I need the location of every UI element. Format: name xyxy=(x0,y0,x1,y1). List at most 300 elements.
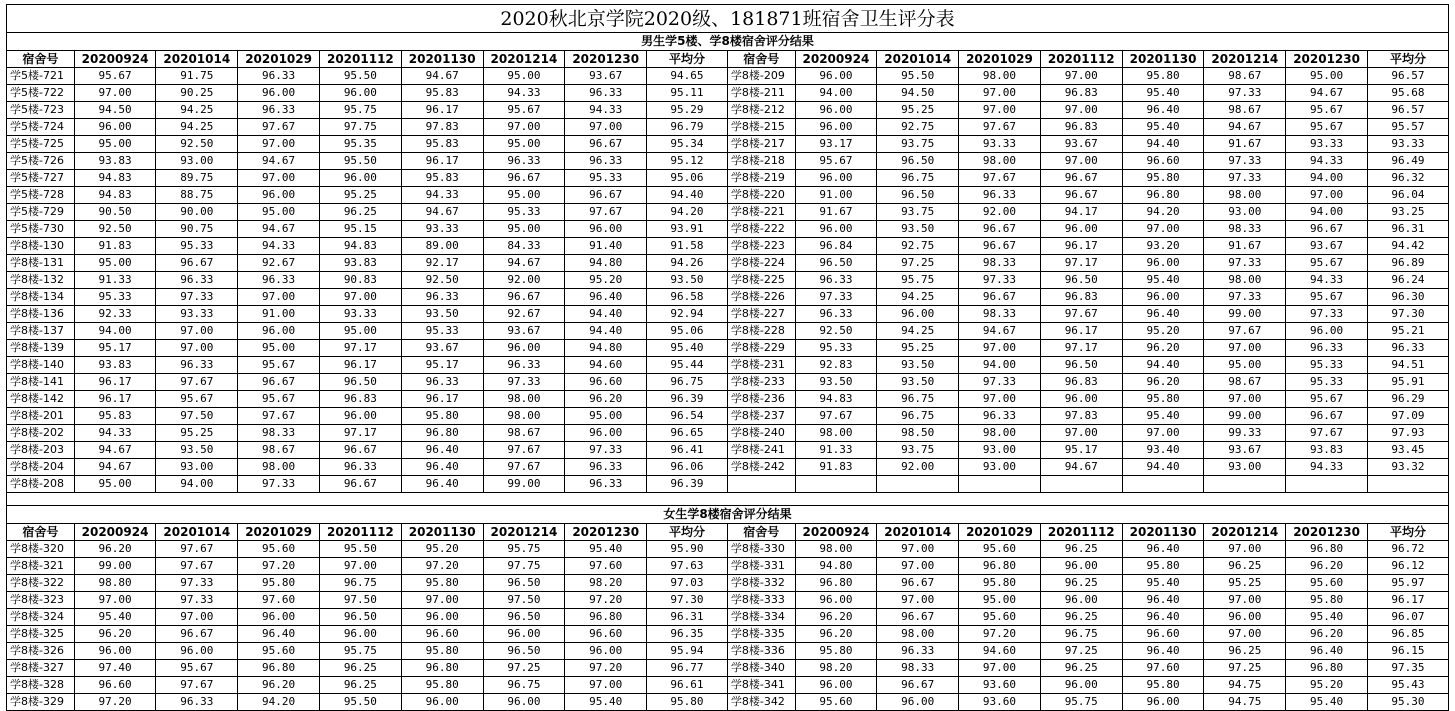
score-cell: 97.20 xyxy=(565,660,647,677)
room-cell: 学8楼-221 xyxy=(727,204,795,221)
score-cell: 97.00 xyxy=(1040,102,1122,119)
score-cell: 95.00 xyxy=(483,187,565,204)
score-cell: 97.33 xyxy=(565,442,647,459)
score-cell: 95.83 xyxy=(401,85,483,102)
table-row xyxy=(7,272,1449,289)
score-cell: 96.40 xyxy=(1286,643,1368,660)
score-cell: 96.33 xyxy=(238,68,320,85)
score-cell: 97.33 xyxy=(1204,153,1286,170)
score-cell: 95.75 xyxy=(319,643,401,660)
score-cell: 98.20 xyxy=(565,575,647,592)
score-cell: 93.17 xyxy=(795,136,877,153)
score-cell: 97.00 xyxy=(401,592,483,609)
score-cell: 96.00 xyxy=(401,694,483,711)
room-cell: 学8楼-240 xyxy=(727,425,795,442)
score-cell: 96.00 xyxy=(1040,221,1122,238)
score-cell: 97.00 xyxy=(156,340,238,357)
table-row xyxy=(7,408,1449,425)
score-cell: 97.00 xyxy=(483,119,565,136)
score-cell: 97.33 xyxy=(156,575,238,592)
score-cell xyxy=(877,476,959,493)
score-cell: 98.00 xyxy=(795,541,877,558)
table-row xyxy=(7,694,1449,711)
score-cell: 91.00 xyxy=(795,187,877,204)
score-cell: 95.00 xyxy=(74,136,156,153)
score-cell: 95.35 xyxy=(319,136,401,153)
score-cell: 97.00 xyxy=(74,85,156,102)
score-cell: 96.00 xyxy=(1286,323,1368,340)
score-cell: 97.67 xyxy=(483,459,565,476)
score-cell: 96.00 xyxy=(483,694,565,711)
score-cell: 93.50 xyxy=(877,357,959,374)
score-cell: 95.33 xyxy=(156,238,238,255)
table-row xyxy=(7,442,1449,459)
score-cell: 95.17 xyxy=(401,357,483,374)
score-cell: 96.67 xyxy=(959,238,1041,255)
score-cell: 88.75 xyxy=(156,187,238,204)
score-cell: 98.67 xyxy=(1204,68,1286,85)
score-cell: 96.83 xyxy=(319,391,401,408)
score-cell: 96.33 xyxy=(565,459,647,476)
score-cell: 95.40 xyxy=(1122,272,1204,289)
room-cell: 学5楼-730 xyxy=(7,221,75,238)
score-cell: 96.40 xyxy=(1122,609,1204,626)
score-cell: 97.00 xyxy=(238,136,320,153)
score-cell: 97.83 xyxy=(1040,408,1122,425)
score-cell: 96.17 xyxy=(401,153,483,170)
score-cell: 95.25 xyxy=(156,425,238,442)
room-cell: 学8楼-228 xyxy=(727,323,795,340)
score-cell: 94.40 xyxy=(1122,136,1204,153)
score-cell: 93.75 xyxy=(877,442,959,459)
score-cell: 96.17 xyxy=(1040,238,1122,255)
header-date: 20201214 xyxy=(1204,524,1286,541)
score-cell: 98.67 xyxy=(1204,102,1286,119)
header-date: 20201112 xyxy=(319,524,401,541)
score-cell: 97.67 xyxy=(156,558,238,575)
score-cell: 95.20 xyxy=(401,541,483,558)
score-cell: 96.75 xyxy=(1040,626,1122,643)
score-cell xyxy=(1040,476,1122,493)
score-cell: 96.83 xyxy=(1040,85,1122,102)
score-cell: 96.60 xyxy=(565,374,647,391)
score-cell: 98.00 xyxy=(1204,272,1286,289)
score-cell: 91.83 xyxy=(795,459,877,476)
room-cell: 学8楼-242 xyxy=(727,459,795,476)
room-cell: 学8楼-334 xyxy=(727,609,795,626)
score-cell: 97.00 xyxy=(877,558,959,575)
score-cell: 94.50 xyxy=(877,85,959,102)
average-cell: 93.45 xyxy=(1367,442,1448,459)
score-cell: 93.50 xyxy=(795,374,877,391)
average-cell: 95.80 xyxy=(647,694,728,711)
score-cell: 96.33 xyxy=(565,476,647,493)
score-cell: 96.33 xyxy=(959,408,1041,425)
score-cell: 95.67 xyxy=(483,102,565,119)
male-section-heading-cell: 男生学5楼、学8楼宿舍评分结果 xyxy=(7,33,1449,51)
score-cell: 97.20 xyxy=(565,592,647,609)
score-cell: 94.25 xyxy=(156,102,238,119)
table-row xyxy=(7,221,1449,238)
score-cell: 98.00 xyxy=(238,459,320,476)
score-cell: 94.17 xyxy=(1040,204,1122,221)
score-cell: 97.00 xyxy=(238,170,320,187)
score-cell: 96.80 xyxy=(959,558,1041,575)
score-cell: 94.67 xyxy=(1040,459,1122,476)
score-cell: 94.00 xyxy=(795,85,877,102)
score-cell: 96.60 xyxy=(565,626,647,643)
average-cell: 96.57 xyxy=(1367,102,1448,119)
score-cell: 94.83 xyxy=(74,170,156,187)
room-cell: 学8楼-208 xyxy=(7,476,75,493)
score-cell: 97.50 xyxy=(156,408,238,425)
score-cell: 96.60 xyxy=(1122,626,1204,643)
average-cell: 96.35 xyxy=(647,626,728,643)
header-date: 20201014 xyxy=(877,524,959,541)
room-cell: 学8楼-241 xyxy=(727,442,795,459)
score-cell: 97.33 xyxy=(1204,289,1286,306)
score-cell: 94.25 xyxy=(156,119,238,136)
score-cell: 97.00 xyxy=(1040,425,1122,442)
score-cell: 96.67 xyxy=(565,187,647,204)
average-cell: 96.79 xyxy=(647,119,728,136)
score-cell: 96.00 xyxy=(1040,391,1122,408)
score-cell: 95.75 xyxy=(483,541,565,558)
score-cell: 97.60 xyxy=(238,592,320,609)
score-cell: 97.40 xyxy=(74,660,156,677)
score-cell xyxy=(959,476,1041,493)
score-cell: 95.40 xyxy=(565,694,647,711)
score-cell: 95.33 xyxy=(1286,374,1368,391)
room-cell: 学8楼-227 xyxy=(727,306,795,323)
score-cell: 97.67 xyxy=(959,170,1041,187)
room-cell: 学8楼-224 xyxy=(727,255,795,272)
score-cell: 97.17 xyxy=(319,340,401,357)
average-cell: 97.30 xyxy=(647,592,728,609)
score-cell: 96.17 xyxy=(74,391,156,408)
score-cell: 94.67 xyxy=(238,221,320,238)
score-cell: 95.50 xyxy=(319,153,401,170)
score-cell: 96.25 xyxy=(319,204,401,221)
score-cell: 97.00 xyxy=(959,660,1041,677)
table-row xyxy=(7,306,1449,323)
score-cell: 96.83 xyxy=(1040,374,1122,391)
room-cell: 学8楼-226 xyxy=(727,289,795,306)
score-cell: 97.00 xyxy=(156,609,238,626)
score-cell: 94.00 xyxy=(74,323,156,340)
header-average: 平均分 xyxy=(1367,51,1448,68)
male-section-heading xyxy=(7,33,1449,51)
score-cell: 96.67 xyxy=(319,476,401,493)
score-cell: 97.25 xyxy=(877,255,959,272)
score-cell: 96.33 xyxy=(795,306,877,323)
score-cell: 95.33 xyxy=(401,323,483,340)
score-cell: 96.20 xyxy=(1122,374,1204,391)
score-cell: 93.83 xyxy=(319,255,401,272)
score-cell: 97.17 xyxy=(319,425,401,442)
score-cell: 94.40 xyxy=(565,323,647,340)
score-cell: 96.00 xyxy=(238,187,320,204)
header-date: 20201214 xyxy=(483,524,565,541)
score-cell: 96.00 xyxy=(483,340,565,357)
score-cell: 96.33 xyxy=(156,694,238,711)
score-cell: 93.60 xyxy=(959,694,1041,711)
score-cell: 93.50 xyxy=(401,306,483,323)
score-cell: 90.83 xyxy=(319,272,401,289)
average-cell: 96.39 xyxy=(647,476,728,493)
score-cell: 95.75 xyxy=(877,272,959,289)
score-cell: 94.60 xyxy=(959,643,1041,660)
score-cell: 96.25 xyxy=(1040,575,1122,592)
score-cell: 98.00 xyxy=(959,68,1041,85)
score-cell: 94.00 xyxy=(1286,170,1368,187)
score-cell: 94.40 xyxy=(1122,357,1204,374)
score-cell: 92.83 xyxy=(795,357,877,374)
table-row xyxy=(7,391,1449,408)
score-cell: 91.83 xyxy=(74,238,156,255)
table-row xyxy=(7,340,1449,357)
score-cell: 96.00 xyxy=(795,221,877,238)
table-row xyxy=(7,558,1449,575)
table-row xyxy=(7,170,1449,187)
room-cell: 学8楼-324 xyxy=(7,609,75,626)
score-cell: 97.50 xyxy=(319,592,401,609)
score-cell: 93.83 xyxy=(1286,442,1368,459)
room-cell: 学8楼-218 xyxy=(727,153,795,170)
score-cell: 94.80 xyxy=(795,558,877,575)
score-cell: 90.75 xyxy=(156,221,238,238)
score-cell: 97.00 xyxy=(1122,425,1204,442)
score-cell: 93.67 xyxy=(1204,442,1286,459)
score-cell: 95.40 xyxy=(565,541,647,558)
header-room: 宿舍号 xyxy=(7,51,75,68)
score-cell xyxy=(1122,476,1204,493)
score-cell: 94.67 xyxy=(74,442,156,459)
score-cell: 95.33 xyxy=(74,289,156,306)
score-cell: 95.00 xyxy=(74,476,156,493)
average-cell: 93.50 xyxy=(647,272,728,289)
average-cell: 96.15 xyxy=(1367,643,1448,660)
average-cell: 95.44 xyxy=(647,357,728,374)
score-cell: 96.33 xyxy=(156,357,238,374)
score-cell: 98.20 xyxy=(795,660,877,677)
room-cell: 学5楼-725 xyxy=(7,136,75,153)
score-cell: 96.25 xyxy=(319,660,401,677)
score-cell: 94.80 xyxy=(565,255,647,272)
header-date: 20201112 xyxy=(1040,51,1122,68)
room-cell: 学8楼-142 xyxy=(7,391,75,408)
average-cell: 97.03 xyxy=(647,575,728,592)
average-cell: 95.43 xyxy=(1367,677,1448,694)
score-cell: 94.40 xyxy=(565,306,647,323)
score-cell: 96.67 xyxy=(1286,408,1368,425)
score-cell: 96.40 xyxy=(401,459,483,476)
score-cell: 96.75 xyxy=(877,408,959,425)
score-cell: 99.33 xyxy=(1204,425,1286,442)
room-cell: 学8楼-327 xyxy=(7,660,75,677)
score-cell: 94.67 xyxy=(238,153,320,170)
room-cell: 学8楼-329 xyxy=(7,694,75,711)
score-cell: 94.67 xyxy=(1286,85,1368,102)
average-cell: 95.21 xyxy=(1367,323,1448,340)
score-cell: 95.00 xyxy=(319,323,401,340)
score-cell: 96.60 xyxy=(74,677,156,694)
score-cell: 97.67 xyxy=(1204,323,1286,340)
score-cell: 96.75 xyxy=(483,677,565,694)
table-row xyxy=(7,238,1449,255)
score-cell: 98.00 xyxy=(877,626,959,643)
header-date: 20201014 xyxy=(156,51,238,68)
average-cell: 93.25 xyxy=(1367,204,1448,221)
score-cell: 97.00 xyxy=(959,391,1041,408)
room-cell: 学8楼-236 xyxy=(727,391,795,408)
score-cell: 91.00 xyxy=(238,306,320,323)
average-cell: 96.32 xyxy=(1367,170,1448,187)
room-cell: 学5楼-723 xyxy=(7,102,75,119)
score-cell: 96.67 xyxy=(1040,187,1122,204)
score-cell: 97.33 xyxy=(1204,255,1286,272)
score-cell: 94.20 xyxy=(1122,204,1204,221)
average-cell: 96.31 xyxy=(647,609,728,626)
score-cell: 93.67 xyxy=(565,68,647,85)
score-cell: 97.33 xyxy=(1204,170,1286,187)
score-cell: 98.33 xyxy=(959,255,1041,272)
score-cell: 94.20 xyxy=(238,694,320,711)
score-cell: 95.40 xyxy=(1122,85,1204,102)
score-cell: 94.67 xyxy=(959,323,1041,340)
header-average: 平均分 xyxy=(647,51,728,68)
score-cell: 96.50 xyxy=(319,374,401,391)
female-header-row xyxy=(7,524,1449,541)
score-cell: 84.33 xyxy=(483,238,565,255)
score-cell: 89.75 xyxy=(156,170,238,187)
score-cell: 89.00 xyxy=(401,238,483,255)
score-cell: 96.67 xyxy=(238,374,320,391)
score-cell: 95.83 xyxy=(74,408,156,425)
score-cell: 96.00 xyxy=(319,408,401,425)
score-cell: 92.50 xyxy=(156,136,238,153)
score-cell: 93.75 xyxy=(877,136,959,153)
score-cell: 97.67 xyxy=(1286,425,1368,442)
score-cell: 95.50 xyxy=(319,541,401,558)
score-cell: 94.33 xyxy=(1286,459,1368,476)
header-date: 20201029 xyxy=(959,51,1041,68)
score-cell: 95.40 xyxy=(1122,575,1204,592)
score-cell: 95.20 xyxy=(1122,323,1204,340)
average-cell: 94.51 xyxy=(1367,357,1448,374)
female-section-heading-cell: 女生学8楼宿舍评分结果 xyxy=(7,506,1449,524)
score-cell: 96.80 xyxy=(795,575,877,592)
score-cell: 95.00 xyxy=(238,204,320,221)
score-cell: 95.80 xyxy=(1122,391,1204,408)
room-cell: 学8楼-130 xyxy=(7,238,75,255)
score-cell: 97.00 xyxy=(959,102,1041,119)
table-row xyxy=(7,609,1449,626)
table-row xyxy=(7,459,1449,476)
average-cell: 91.58 xyxy=(647,238,728,255)
room-cell: 学5楼-724 xyxy=(7,119,75,136)
score-cell: 95.67 xyxy=(795,153,877,170)
score-cell: 96.00 xyxy=(74,119,156,136)
score-cell: 92.33 xyxy=(74,306,156,323)
average-cell: 92.94 xyxy=(647,306,728,323)
score-cell: 96.00 xyxy=(1204,609,1286,626)
score-cell: 95.15 xyxy=(319,221,401,238)
room-cell: 学8楼-139 xyxy=(7,340,75,357)
score-cell: 93.33 xyxy=(1286,136,1368,153)
room-cell: 学8楼-332 xyxy=(727,575,795,592)
score-cell: 95.80 xyxy=(1122,677,1204,694)
score-cell: 97.67 xyxy=(1040,306,1122,323)
table-row xyxy=(7,187,1449,204)
score-cell: 97.67 xyxy=(959,119,1041,136)
score-table xyxy=(6,32,1449,711)
score-cell: 95.80 xyxy=(1122,170,1204,187)
score-cell: 96.67 xyxy=(959,289,1041,306)
room-cell: 学8楼-341 xyxy=(727,677,795,694)
score-cell: 95.00 xyxy=(565,408,647,425)
score-cell: 97.33 xyxy=(959,272,1041,289)
room-cell: 学8楼-219 xyxy=(727,170,795,187)
table-row xyxy=(7,289,1449,306)
score-cell: 97.00 xyxy=(1204,391,1286,408)
average-cell: 94.65 xyxy=(647,68,728,85)
score-cell: 95.00 xyxy=(959,592,1041,609)
score-cell: 97.25 xyxy=(483,660,565,677)
room-cell: 学8楼-330 xyxy=(727,541,795,558)
average-cell: 95.34 xyxy=(647,136,728,153)
average-cell: 96.04 xyxy=(1367,187,1448,204)
room-cell: 学8楼-321 xyxy=(7,558,75,575)
room-cell: 学8楼-336 xyxy=(727,643,795,660)
score-cell: 95.60 xyxy=(238,541,320,558)
score-cell: 96.33 xyxy=(238,102,320,119)
score-cell: 96.40 xyxy=(238,626,320,643)
average-cell: 95.68 xyxy=(1367,85,1448,102)
score-cell: 96.83 xyxy=(1040,119,1122,136)
score-cell: 97.83 xyxy=(401,119,483,136)
score-cell xyxy=(1204,476,1286,493)
score-cell: 96.67 xyxy=(877,677,959,694)
score-cell: 98.80 xyxy=(74,575,156,592)
score-cell: 94.75 xyxy=(1204,677,1286,694)
score-cell: 95.00 xyxy=(483,136,565,153)
score-cell: 95.25 xyxy=(877,340,959,357)
score-cell: 95.40 xyxy=(1286,694,1368,711)
score-cell: 97.67 xyxy=(156,541,238,558)
room-cell: 学8楼-141 xyxy=(7,374,75,391)
score-cell: 97.75 xyxy=(319,119,401,136)
room-cell: 学8楼-223 xyxy=(727,238,795,255)
score-cell: 96.50 xyxy=(877,187,959,204)
score-cell: 94.75 xyxy=(1204,694,1286,711)
score-cell: 96.67 xyxy=(483,289,565,306)
room-cell: 学8楼-225 xyxy=(727,272,795,289)
header-date: 20201014 xyxy=(156,524,238,541)
score-cell: 95.50 xyxy=(319,68,401,85)
score-cell: 94.33 xyxy=(1286,272,1368,289)
score-cell: 95.40 xyxy=(1122,408,1204,425)
average-cell: 96.65 xyxy=(647,425,728,442)
score-cell: 91.33 xyxy=(795,442,877,459)
score-cell: 95.20 xyxy=(565,272,647,289)
score-cell: 96.20 xyxy=(1122,340,1204,357)
score-cell: 94.00 xyxy=(959,357,1041,374)
score-cell: 94.33 xyxy=(238,238,320,255)
score-cell: 96.75 xyxy=(877,391,959,408)
score-cell: 95.40 xyxy=(1122,119,1204,136)
header-date: 20201230 xyxy=(1286,524,1368,541)
